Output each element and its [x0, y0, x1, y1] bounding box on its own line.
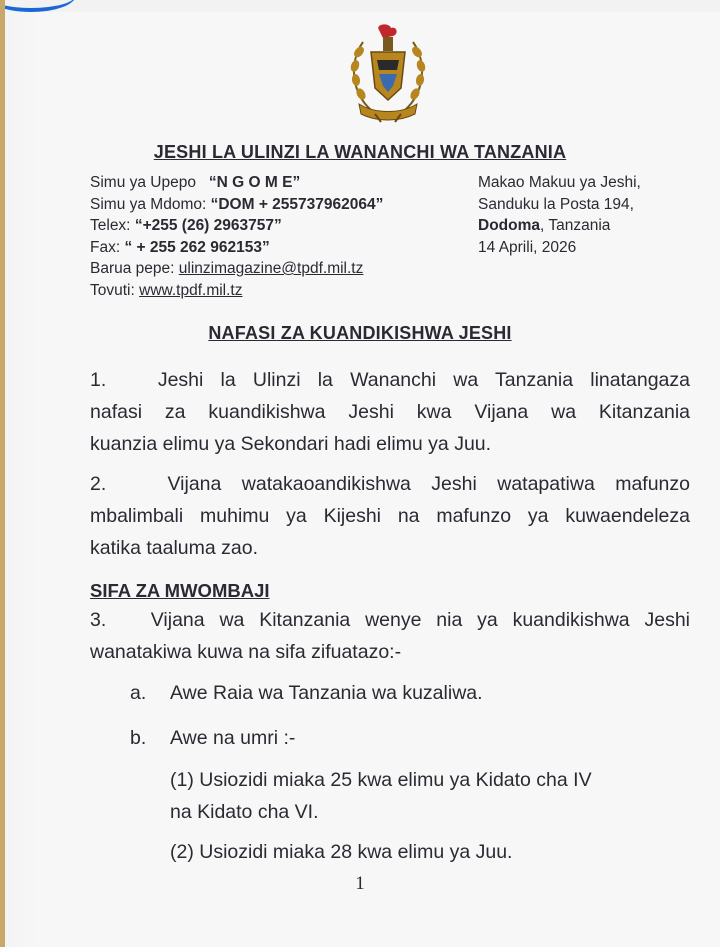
- phone-line: [90, 194, 383, 216]
- telex-value: “+255 (26) 2963757”: [134, 217, 282, 234]
- list-item-b-text: Awe na umri :-: [170, 727, 296, 749]
- organization-title: JESHI LA ULINZI LA WANANCHI WA TANZANIA: [153, 142, 567, 162]
- list-item-a: [130, 677, 483, 709]
- contact-block: [90, 172, 383, 301]
- phone-value: “DOM + 255737962064”: [210, 195, 384, 213]
- address-city: Dodoma: [478, 217, 540, 234]
- email-link[interactable]: ulinzimagazine@tpdf.mil.tz: [178, 260, 364, 277]
- fax-line: [90, 237, 383, 259]
- sub-item-1: [170, 764, 690, 828]
- address-line-2: Sanduku la Posta 194,: [478, 195, 634, 213]
- letter-date: 14 Aprili, 2026: [478, 238, 577, 256]
- web-line: [90, 280, 383, 302]
- address-country: , Tanzania: [540, 217, 611, 234]
- list-item-b: [130, 722, 295, 754]
- paragraph-3-text-1: Vijana wa Kitanzania wenye nia ya kuandikishwa Jeshi: [150, 609, 690, 631]
- paragraph-2-line-3: katika taaluma zao.: [90, 537, 259, 559]
- paragraph-2-line-1: [90, 468, 690, 500]
- address-line-1: Makao Makuu ya Jeshi,: [478, 174, 641, 191]
- paragraph-2-text-1: Vijana watakaoandikishwa Jeshi watapatiwa mafunzo: [167, 473, 690, 495]
- telex-label: Telex:: [90, 217, 131, 234]
- web-label: Tovuti:: [90, 281, 135, 299]
- paragraph-1-line-2: nafasi za kuandikishwa Jeshi kwa Vijana wa Kitanzania: [90, 401, 690, 423]
- paragraph-1-line-1: [90, 364, 690, 396]
- sub-item-1-line-2: na Kidato cha VI.: [170, 801, 319, 823]
- paragraph-1-line-3: kuanzia elimu ya Sekondari hadi elimu ya Juu.: [90, 433, 492, 455]
- paragraph-3-number: 3.: [90, 609, 107, 631]
- website-link[interactable]: www.tpdf.mil.tz: [139, 281, 243, 299]
- paragraph-3: [90, 604, 690, 668]
- paragraph-2-number: 2.: [90, 473, 107, 495]
- paragraph-1-number: 1.: [90, 369, 107, 391]
- announcement-heading: NAFASI ZA KUANDIKISHWA JESHI: [208, 323, 512, 343]
- paragraph-2: [90, 468, 690, 564]
- radio-value: “N G O M E”: [208, 174, 301, 191]
- sub-item-2: (2) Usiozidi miaka 28 kwa elimu ya Juu.: [170, 841, 513, 863]
- telex-line: [90, 215, 383, 237]
- email-label: Barua pepe:: [90, 260, 175, 277]
- radio-line: [90, 172, 383, 194]
- paragraph-1: [90, 364, 690, 460]
- email-line: [90, 258, 383, 280]
- sub-item-1-line-1: (1) Usiozidi miaka 25 kwa elimu ya Kidato cha IV: [170, 769, 592, 791]
- address-city-line: [478, 215, 641, 237]
- section-title: SIFA ZA MWOMBAJI: [90, 580, 270, 601]
- fax-label: Fax:: [90, 238, 121, 256]
- paragraph-3-line-2: wanatakiwa kuwa na sifa zifuatazo:-: [90, 641, 402, 663]
- tpdf-emblem-icon: [345, 22, 431, 126]
- list-item-b-label: b.: [130, 727, 147, 749]
- radio-label: Simu ya Upepo: [90, 174, 196, 191]
- paragraph-1-text-1: Jeshi la Ulinzi la Wananchi wa Tanzania linatangaza: [157, 369, 690, 391]
- top-margin: [0, 0, 720, 12]
- list-item-a-label: a.: [130, 682, 147, 704]
- list-item-a-text: Awe Raia wa Tanzania wa kuzaliwa.: [170, 682, 483, 704]
- page-number: 1: [355, 873, 365, 894]
- fax-value: “ + 255 262 962153”: [124, 238, 270, 256]
- address-block: [478, 172, 641, 258]
- paragraph-2-line-2: mbalimbali muhimu ya Kijeshi na mafunzo ya kuwaendeleza: [90, 505, 690, 527]
- paragraph-3-line-1: [90, 604, 690, 636]
- phone-label: Simu ya Mdomo:: [90, 195, 207, 213]
